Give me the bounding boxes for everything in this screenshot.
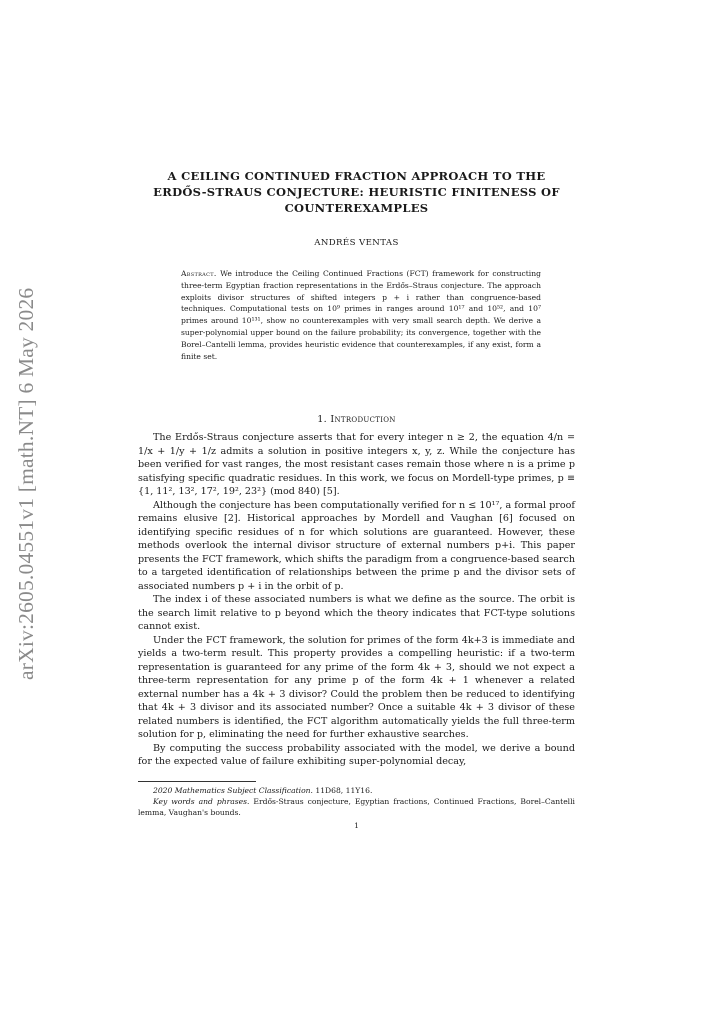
title-line: COUNTEREXAMPLES bbox=[284, 201, 429, 215]
page-number: 1 bbox=[354, 820, 359, 830]
abstract-text: We introduce the Ceiling Continued Fractions (FCT) framework for constructing three-term Egyptian fraction representations in the Erdős–Straus conjecture. The approach exploits divisor structures of shifted integers p + i rather than congruence-based techniques. Computational tests on 10⁹ primes in ranges around 10¹⁷ and 10⁵², and 10⁷ primes around 10¹³¹, show no counterexamples with very small search depth. We derive a super-polynomial upper bound on the failure probability; its convergence, together with the Borel–Cantelli lemma, provides heuristic evidence that counterexamples, if any exist, form a finite set. bbox=[181, 269, 541, 361]
title-line: A CEILING CONTINUED FRACTION APPROACH TO THE bbox=[167, 169, 546, 183]
body-paragraph: Although the conjecture has been computationally verified for n ≤ 10¹⁷, a formal proof remains elusive [2]. Historical approaches by Mordell and Vaughan [6] focused on identifying specific residues of n for which solutions are guaranteed. However, these methods overlook the internal divisor structure of external numbers p+i. This paper presents the FCT framework, which shifts the paradigm from a congruence-based search to a targeted identification of relationships between the prime p and the divisor sets of associated numbers p + i in the orbit of p. bbox=[138, 499, 575, 592]
footnote-msc-label: 2020 Mathematics Subject Classification. bbox=[153, 785, 313, 795]
title-line: ERDŐS-STRAUS CONJECTURE: HEURISTIC FINITENESS OF bbox=[153, 185, 560, 199]
body-paragraph: Under the FCT framework, the solution for primes of the form 4k+3 is immediate and yields a two-term result. This property provides a compelling heuristic: if a two-term representation is guaranteed for any prime of the form 4k + 3, should we not expect a three-term representation for any prime p of the form 4k + 1 whenever a related external number has a 4k + 3 divisor? Could the problem then be reduced to identifying that 4k + 3 divisor and its associated number? Once a suitable 4k + 3 divisor of these related numbers is identified, the FCT algorithm automatically yields the full three-term solution for p, eliminating the need for further exhaustive searches. bbox=[138, 634, 575, 741]
body-paragraph: The index i of these associated numbers is what we define as the source. The orbit is the search limit relative to p beyond which the theory indicates that FCT-type solutions cannot exist. bbox=[138, 594, 575, 633]
section-heading bbox=[138, 414, 575, 425]
author-name: ANDRÉS VENTAS bbox=[314, 238, 399, 248]
section-title: Introduction bbox=[330, 414, 396, 426]
footnote-divider bbox=[138, 781, 256, 782]
paper-page bbox=[138, 168, 575, 830]
paper-title bbox=[138, 168, 575, 216]
abstract-label: Abstract. bbox=[181, 269, 217, 278]
footnote-msc bbox=[138, 785, 575, 796]
footnote-keywords bbox=[138, 796, 575, 818]
section-number: 1. bbox=[317, 414, 328, 426]
footnotes bbox=[138, 785, 575, 818]
body-paragraph: The Erdős-Straus conjecture asserts that for every integer n ≥ 2, the equation 4/n = 1/x + 1/y + 1/z admits a solution in positive integers x, y, z. While the conjecture has been verified for vast ranges, the most resistant cases remain those where n is a prime p satisfying specific quadratic residues. In this work, we focus on Mordell-type primes, p ≡ {1, 11², 13², 17², 19², 23²} (mod 840) [5]. bbox=[138, 432, 575, 498]
footnote-keywords-label: Key words and phrases. bbox=[153, 796, 250, 806]
abstract bbox=[181, 268, 541, 362]
footnote-keywords-value: Erdős-Straus conjecture, Egyptian fractions, Continued Fractions, Borel–Cantelli lemma, Vaughan's bounds. bbox=[138, 796, 575, 817]
arxiv-identifier-stamp: arXiv:2605.04551v1 [math.NT] 6 May 2026 bbox=[14, 287, 38, 680]
section-body bbox=[138, 431, 575, 769]
body-paragraph: By computing the success probability associated with the model, we derive a bound for the expected value of failure exhibiting super-polynomial decay, bbox=[138, 742, 575, 768]
footnote-msc-value: 11D68, 11Y16. bbox=[315, 785, 373, 795]
